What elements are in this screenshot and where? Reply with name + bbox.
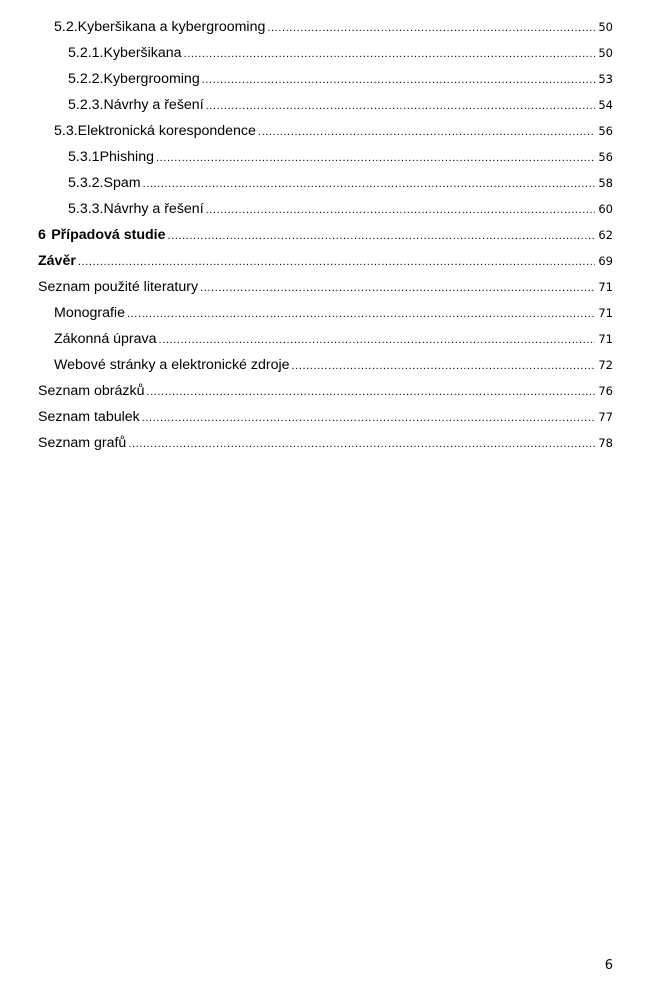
toc-leader-dots xyxy=(206,93,595,119)
toc-leader-dots xyxy=(78,249,595,275)
toc-entry-title: Seznam grafů xyxy=(38,435,127,451)
toc-entry-monografie[interactable] xyxy=(38,300,613,326)
toc-leader-dots xyxy=(159,327,595,353)
toc-entry-page: 72 xyxy=(598,358,613,372)
toc-entry-title: Webové stránky a elektronické zdroje xyxy=(54,357,290,373)
toc-entry-page: 56 xyxy=(598,124,613,138)
toc-entry-page: 76 xyxy=(598,384,613,398)
toc-entry-title: Seznam tabulek xyxy=(38,409,140,425)
toc-entry-page: 71 xyxy=(598,280,613,294)
toc-leader-dots xyxy=(200,275,595,301)
toc-entry-number: 5.3.2. xyxy=(68,175,104,191)
toc-leader-dots xyxy=(168,223,595,249)
toc-leader-dots xyxy=(267,15,595,41)
toc-entry-seznam-grafu[interactable] xyxy=(38,430,613,456)
toc-entry-title: Kyberšikana xyxy=(103,45,182,61)
toc-entry-number: 5.3. xyxy=(54,123,78,139)
toc-entry-5-3[interactable] xyxy=(38,118,613,144)
toc-entry-title: Závěr xyxy=(38,253,76,269)
toc-entry-page: 50 xyxy=(598,20,613,34)
toc-entry-page: 71 xyxy=(598,306,613,320)
toc-entry-number: 5.2.3. xyxy=(68,97,104,113)
toc-entry-page: 60 xyxy=(598,202,613,216)
toc-leader-dots xyxy=(258,119,595,145)
toc-entry-seznam-tabulek[interactable] xyxy=(38,404,613,430)
page-number: 6 xyxy=(604,958,613,973)
toc-entry-title: Monografie xyxy=(54,305,125,321)
toc-leader-dots xyxy=(184,41,595,67)
toc-entry-5-2[interactable] xyxy=(38,14,613,40)
toc-leader-dots xyxy=(292,353,595,379)
toc-leader-dots xyxy=(156,145,595,171)
toc-entry-5-3-2[interactable] xyxy=(38,170,613,196)
toc-entry-page: 78 xyxy=(598,436,613,450)
toc-leader-dots xyxy=(202,67,595,93)
toc-entry-number: 5.2.1. xyxy=(68,45,104,61)
toc-entry-5-3-3[interactable] xyxy=(38,196,613,222)
toc-entry-page: 71 xyxy=(598,332,613,346)
toc-entry-title: Phishing xyxy=(99,149,154,165)
toc-entry-title: Seznam použité literatury xyxy=(38,279,199,295)
toc-entry-5-2-3[interactable] xyxy=(38,92,613,118)
toc-entry-title: Elektronická korespondence xyxy=(77,123,256,139)
toc-entry-seznam-obrazku[interactable] xyxy=(38,378,613,404)
toc-entry-zaver[interactable] xyxy=(38,248,613,274)
toc-entry-title: Návrhy a řešení xyxy=(103,97,204,113)
toc-leader-dots xyxy=(127,301,595,327)
toc-entry-title: Kyberšikana a kybergrooming xyxy=(77,19,266,35)
toc-leader-dots xyxy=(128,431,595,457)
toc-leader-dots xyxy=(143,171,595,197)
toc-entry-page: 62 xyxy=(598,228,613,242)
toc-entry-page: 54 xyxy=(598,98,613,112)
toc-entry-page: 58 xyxy=(598,176,613,190)
toc-entry-number: 5.2. xyxy=(54,19,78,35)
toc-entry-number: 5.3.3. xyxy=(68,201,104,217)
toc-entry-zakonna-uprava[interactable] xyxy=(38,326,613,352)
table-of-contents xyxy=(38,14,613,456)
toc-entry-5-2-1[interactable] xyxy=(38,40,613,66)
toc-entry-5-3-1[interactable] xyxy=(38,144,613,170)
toc-entry-number: 5.2.2. xyxy=(68,71,104,87)
toc-entry-title: Zákonná úprava xyxy=(54,331,157,347)
toc-entry-page: 56 xyxy=(598,150,613,164)
toc-leader-dots xyxy=(206,197,595,223)
toc-entry-number: 6 xyxy=(38,227,46,243)
toc-entry-title: Seznam obrázků xyxy=(38,383,145,399)
toc-entry-page: 53 xyxy=(598,72,613,86)
toc-leader-dots xyxy=(146,379,595,405)
toc-entry-5-2-2[interactable] xyxy=(38,66,613,92)
toc-entry-6[interactable] xyxy=(38,222,613,248)
toc-entry-webove-stranky[interactable] xyxy=(38,352,613,378)
toc-entry-title: Případová studie xyxy=(51,227,166,243)
toc-entry-literatura[interactable] xyxy=(38,274,613,300)
toc-leader-dots xyxy=(142,405,595,431)
toc-entry-title: Spam xyxy=(103,175,141,191)
toc-entry-title: Návrhy a řešení xyxy=(103,201,204,217)
toc-entry-page: 77 xyxy=(598,410,613,424)
toc-entry-number: 5.3.1 xyxy=(68,149,100,165)
toc-entry-page: 69 xyxy=(598,254,613,268)
toc-entry-title: Kybergrooming xyxy=(103,71,200,87)
toc-entry-page: 50 xyxy=(598,46,613,60)
